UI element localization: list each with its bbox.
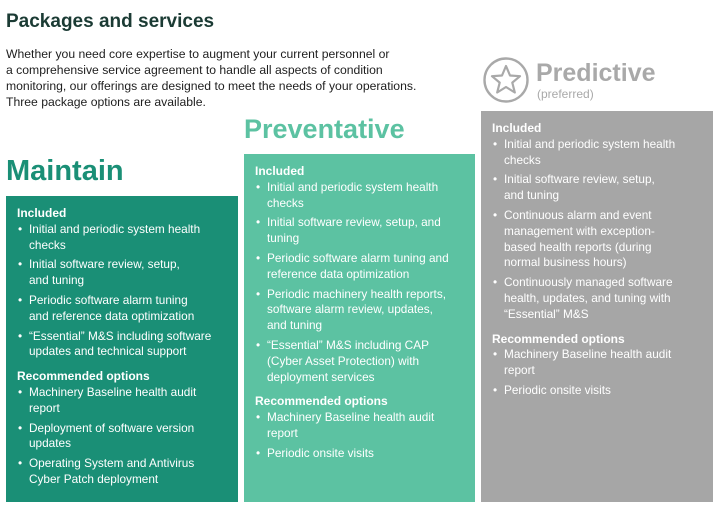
list-item bbox=[492, 275, 703, 322]
item-line: report bbox=[29, 400, 60, 415]
item-line: software alarm review, updates, bbox=[267, 302, 433, 317]
item-line: • Initial and periodic system health bbox=[267, 179, 439, 194]
included-heading: Included bbox=[492, 121, 542, 135]
item-line: • Operating System and Antivirus bbox=[29, 456, 195, 471]
item-line: • Periodic software alarm tuning and bbox=[267, 250, 449, 265]
item-line: report bbox=[504, 363, 535, 378]
list-item bbox=[255, 180, 465, 212]
list-item bbox=[17, 329, 228, 361]
page-title: Packages and services bbox=[6, 11, 215, 32]
item-line: “Essential” M&S bbox=[504, 306, 589, 321]
star-icon bbox=[482, 56, 530, 104]
item-line: and tuning bbox=[504, 188, 560, 203]
item-line: report bbox=[267, 425, 298, 440]
preferred-label: (preferred) bbox=[537, 87, 594, 101]
list-item bbox=[255, 446, 465, 462]
item-line: Cyber Patch deployment bbox=[29, 471, 159, 486]
list-item bbox=[492, 137, 703, 169]
list-item bbox=[492, 347, 703, 379]
item-line: • Machinery Baseline health audit bbox=[29, 384, 197, 399]
intro-paragraph bbox=[6, 46, 446, 110]
list-item bbox=[492, 172, 703, 204]
item-line: updates and technical support bbox=[29, 344, 187, 359]
item-line: • Initial software review, setup, bbox=[29, 257, 180, 272]
intro-line: Whether you need core expertise to augment your current personnel or bbox=[6, 47, 390, 61]
item-line: management with exception- bbox=[504, 223, 655, 238]
item-line: health, updates, and tuning with bbox=[504, 290, 671, 305]
included-heading: Included bbox=[255, 164, 305, 178]
intro-line: monitoring, our offerings are designed to meet the needs of your operations. bbox=[6, 79, 417, 93]
item-line: • Initial and periodic system health bbox=[504, 136, 676, 151]
preventative-card bbox=[244, 154, 475, 502]
predictive-card bbox=[481, 111, 713, 502]
preventative-package-title: Preventative bbox=[244, 114, 405, 144]
list-item bbox=[255, 287, 465, 334]
intro-line: Three package options are available. bbox=[6, 95, 206, 109]
item-line: and tuning bbox=[29, 273, 85, 288]
list-item bbox=[17, 222, 228, 254]
list-item bbox=[255, 215, 465, 247]
item-line: • Initial and periodic system health bbox=[29, 221, 201, 236]
item-line: normal business hours) bbox=[504, 255, 627, 270]
recommended-heading: Recommended options bbox=[492, 331, 625, 346]
item-line: checks bbox=[267, 195, 304, 210]
item-line: based health reports (during bbox=[504, 239, 652, 254]
list-item bbox=[17, 385, 228, 417]
item-line: deployment services bbox=[267, 369, 375, 384]
item-line: • Periodic software alarm tuning bbox=[29, 292, 188, 307]
item-line: reference data optimization bbox=[267, 266, 410, 281]
item-line: • Machinery Baseline health audit bbox=[267, 410, 435, 425]
item-line: checks bbox=[504, 152, 541, 167]
maintain-card bbox=[6, 196, 238, 502]
item-line: and tuning bbox=[267, 318, 323, 333]
list-item bbox=[492, 208, 703, 271]
item-line: • Deployment of software version bbox=[29, 420, 195, 435]
list-item bbox=[17, 293, 228, 325]
item-line: • Periodic machinery health reports, bbox=[267, 286, 447, 301]
included-list bbox=[255, 180, 465, 386]
item-line: • Periodic onsite visits bbox=[267, 445, 374, 460]
item-line: (Cyber Asset Protection) with bbox=[267, 353, 420, 368]
included-heading: Included bbox=[17, 206, 67, 220]
recommended-heading: Recommended options bbox=[255, 394, 388, 409]
item-line: • Continuously managed software bbox=[504, 275, 673, 290]
list-item bbox=[255, 251, 465, 283]
intro-line: a comprehensive service agreement to handle all aspects of condition bbox=[6, 63, 383, 77]
item-line: and reference data optimization bbox=[29, 308, 195, 323]
item-line: • Periodic onsite visits bbox=[504, 382, 611, 397]
item-line: • Machinery Baseline health audit bbox=[504, 347, 672, 362]
item-line: • Continuous alarm and event bbox=[504, 207, 652, 222]
item-line: checks bbox=[29, 237, 66, 252]
recommended-list bbox=[492, 347, 703, 398]
item-line: updates bbox=[29, 436, 71, 451]
recommended-heading: Recommended options bbox=[17, 369, 150, 384]
list-item bbox=[255, 410, 465, 442]
item-line: • Initial software review, setup, and bbox=[267, 215, 441, 230]
item-line: • Initial software review, setup, bbox=[504, 172, 655, 187]
list-item bbox=[255, 338, 465, 385]
included-list bbox=[17, 222, 228, 360]
list-item bbox=[17, 421, 228, 453]
recommended-list bbox=[17, 385, 228, 488]
list-item bbox=[17, 456, 228, 488]
item-line: • “Essential” M&S including software bbox=[29, 328, 212, 343]
list-item bbox=[17, 257, 228, 289]
maintain-package-title: Maintain bbox=[6, 155, 124, 187]
item-line: • “Essential” M&S including CAP bbox=[267, 337, 429, 352]
item-line: tuning bbox=[267, 231, 300, 246]
recommended-list bbox=[255, 410, 465, 461]
predictive-package-title: Predictive bbox=[536, 59, 656, 87]
included-list bbox=[492, 137, 703, 323]
list-item bbox=[492, 383, 703, 399]
